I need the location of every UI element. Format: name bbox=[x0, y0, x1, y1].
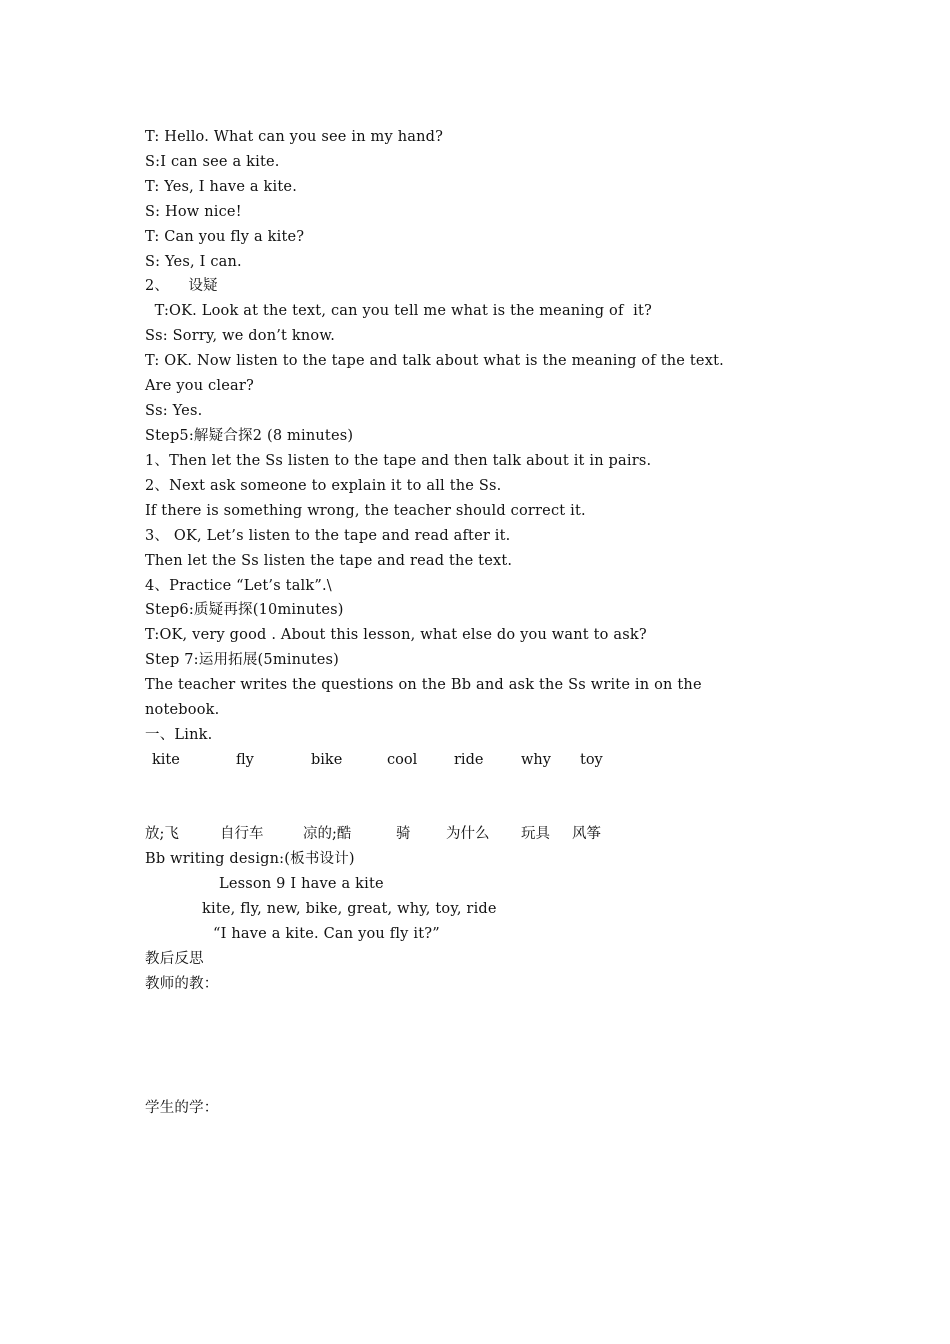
text-line: 1、Then let the Ss listen to the tape and then talk about it in pairs. bbox=[145, 453, 652, 469]
text-line: 4、Practice “Let’s talk”.\ bbox=[145, 578, 332, 594]
exercise-heading: 一、Link. bbox=[145, 727, 213, 743]
link-word: cool bbox=[387, 752, 418, 768]
link-word: fly bbox=[236, 752, 254, 768]
chinese-word: 凉的;酷 bbox=[303, 826, 352, 842]
step-heading: Step 7:运用拓展(5minutes) bbox=[145, 652, 339, 668]
teacher-reflection-label: 教师的教： bbox=[145, 976, 219, 992]
step-heading: Step5:解疑合探2 (8 minutes) bbox=[145, 428, 354, 444]
chinese-word: 玩具 bbox=[521, 826, 550, 842]
chinese-word: 骑 bbox=[396, 826, 411, 842]
chinese-word: 为什么 bbox=[446, 826, 490, 842]
link-word: kite bbox=[152, 752, 180, 768]
section-heading: 2、 设疑 bbox=[145, 278, 218, 294]
chinese-word: 自行车 bbox=[220, 826, 264, 842]
text-line: T: Hello. What can you see in my hand? bbox=[145, 129, 444, 145]
text-line: Then let the Ss listen the tape and read the text. bbox=[145, 553, 513, 569]
link-word: toy bbox=[580, 752, 603, 768]
text-line: If there is something wrong, the teacher should correct it. bbox=[145, 503, 586, 519]
text-line: T:OK. Look at the text, can you tell me what is the meaning of it? bbox=[145, 303, 652, 319]
link-word: bike bbox=[311, 752, 343, 768]
text-line: Ss: Sorry, we don’t know. bbox=[145, 328, 336, 344]
link-word: why bbox=[521, 752, 551, 768]
text-line: T: OK. Now listen to the tape and talk about what is the meaning of the text. bbox=[145, 353, 724, 369]
link-words-row bbox=[145, 751, 665, 771]
text-line: 3、 OK, Let’s listen to the tape and read after it. bbox=[145, 528, 511, 544]
text-line: notebook. bbox=[145, 702, 220, 718]
text-line: S:I can see a kite. bbox=[145, 154, 280, 170]
text-line: Ss: Yes. bbox=[145, 403, 203, 419]
text-line: S: How nice! bbox=[145, 204, 242, 220]
bb-design-title: Bb writing design:(板书设计) bbox=[145, 851, 355, 867]
chinese-word: 风筝 bbox=[572, 826, 601, 842]
student-reflection-label: 学生的学： bbox=[145, 1100, 219, 1116]
step-heading: Step6:质疑再探(10minutes) bbox=[145, 602, 344, 618]
text-line: The teacher writes the questions on the Bb and ask the Ss write in on the bbox=[145, 677, 702, 693]
text-line: 2、Next ask someone to explain it to all the Ss. bbox=[145, 478, 502, 494]
text-line: S: Yes, I can. bbox=[145, 254, 242, 270]
chinese-words-row bbox=[145, 825, 665, 845]
chinese-word: 放;飞 bbox=[145, 826, 179, 842]
text-line: T: Can you fly a kite? bbox=[145, 229, 305, 245]
text-line: T:OK, very good . About this lesson, what else do you want to ask? bbox=[145, 627, 647, 643]
link-word: ride bbox=[454, 752, 484, 768]
text-line: T: Yes, I have a kite. bbox=[145, 179, 297, 195]
reflection-heading: 教后反思 bbox=[145, 951, 204, 967]
bb-sentence: “I have a kite. Can you fly it?” bbox=[213, 926, 440, 942]
text-line: Are you clear? bbox=[145, 378, 254, 394]
bb-lesson-title: Lesson 9 I have a kite bbox=[219, 876, 384, 892]
bb-vocabulary: kite, fly, new, bike, great, why, toy, ride bbox=[202, 901, 497, 917]
